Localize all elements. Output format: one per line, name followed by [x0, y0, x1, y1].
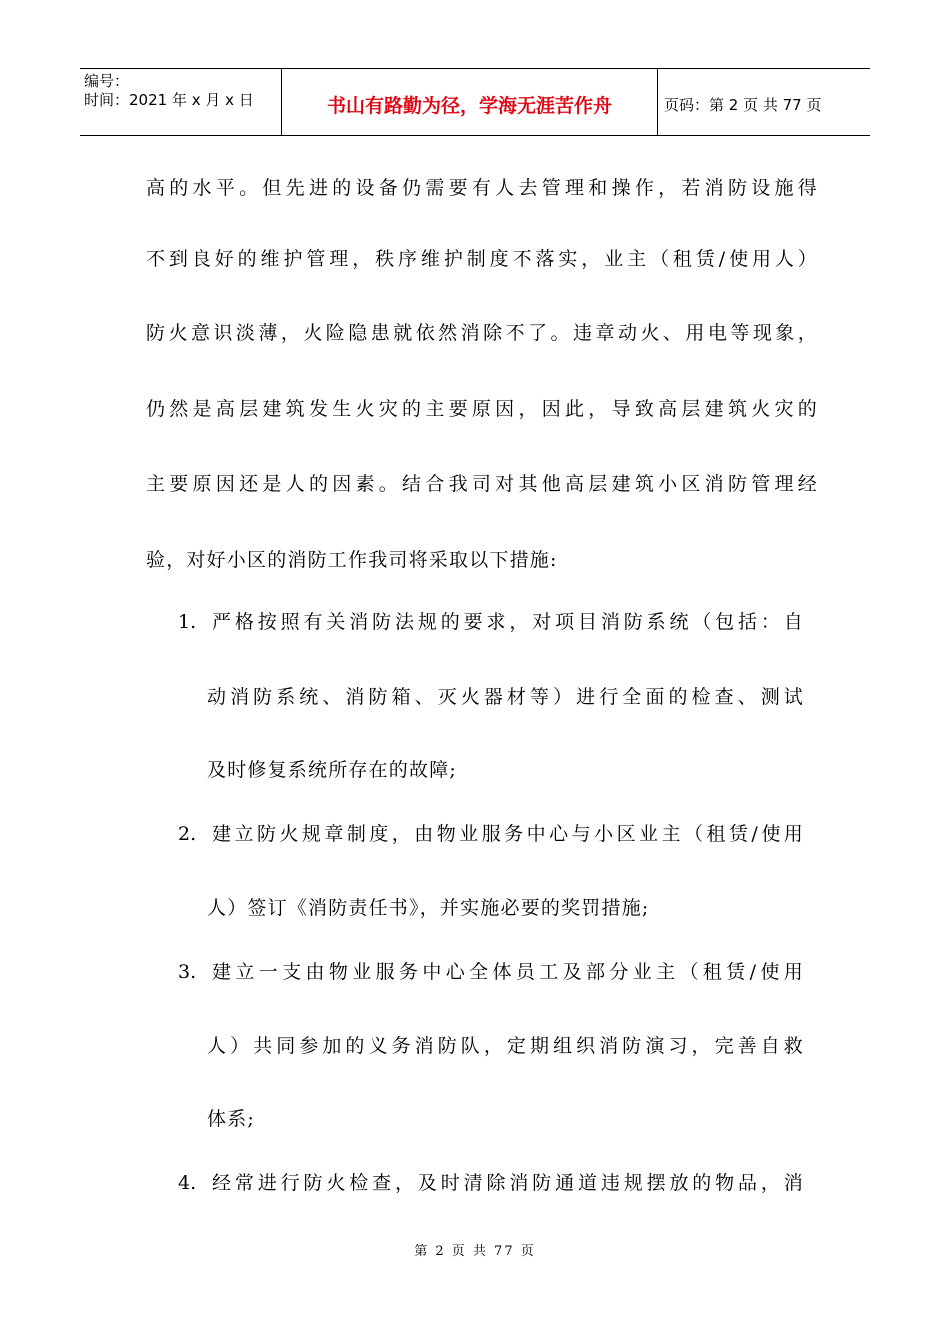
header-motto: 书山有路勤为径，学海无涯苦作舟 — [282, 69, 658, 135]
list-item-line: 经常进行防火检查，及时清除消防通道违规摆放的物品，消 — [212, 1172, 804, 1194]
paragraph-line: 主要原因还是人的因素。结合我司对其他高层建筑小区消防管理经 — [146, 473, 818, 495]
list-item-line: 严格按照有关消防法规的要求，对项目消防系统（包括：自 — [212, 611, 804, 633]
list-item-number: 3. — [178, 961, 197, 983]
paragraph-line: 不到良好的维护管理，秩序维护制度不落实，业主（租赁/使用人） — [146, 248, 818, 270]
list-item-line: 及时修复系统所存在的故障; — [207, 759, 458, 781]
paragraph-line: 防火意识淡薄，火险隐患就依然消除不了。违章动火、用电等现象， — [146, 322, 818, 344]
list-item-line: 人）共同参加的义务消防队，定期组织消防演习，完善自救 — [207, 1035, 804, 1057]
page-footer: 第 2 页 共 77 页 — [414, 1244, 536, 1259]
list-item-number: 2. — [178, 823, 197, 845]
list-item-number: 1. — [178, 611, 197, 633]
list-item-line: 建立防火规章制度，由物业服务中心与小区业主（租赁/使用 — [212, 823, 804, 845]
header-page-info: 页码：第 2 页 共 77 页 — [664, 95, 822, 114]
paragraph-line: 仍然是高层建筑发生火灾的主要原因，因此，导致高层建筑火灾的 — [146, 398, 818, 420]
list-item-line: 人）签订《消防责任书》，并实施必要的奖罚措施; — [207, 897, 650, 919]
list-item-line: 动消防系统、消防箱、灭火器材等）进行全面的检查、测试 — [207, 686, 804, 708]
list-item-number: 4. — [178, 1172, 197, 1194]
page-header — [80, 68, 870, 136]
list-item-line: 体系; — [207, 1108, 256, 1130]
paragraph-line: 高的水平。但先进的设备仍需要有人去管理和操作，若消防设施得 — [146, 177, 818, 199]
paragraph-line: 验，对好小区的消防工作我司将采取以下措施: — [146, 549, 558, 571]
header-meta — [80, 69, 282, 135]
document-number-label: 编号： — [84, 72, 130, 90]
document-time-label: 时间：2021 年 x 月 x 日 — [84, 91, 254, 109]
list-item-line: 建立一支由物业服务中心全体员工及部分业主（租赁/使用 — [212, 961, 804, 983]
